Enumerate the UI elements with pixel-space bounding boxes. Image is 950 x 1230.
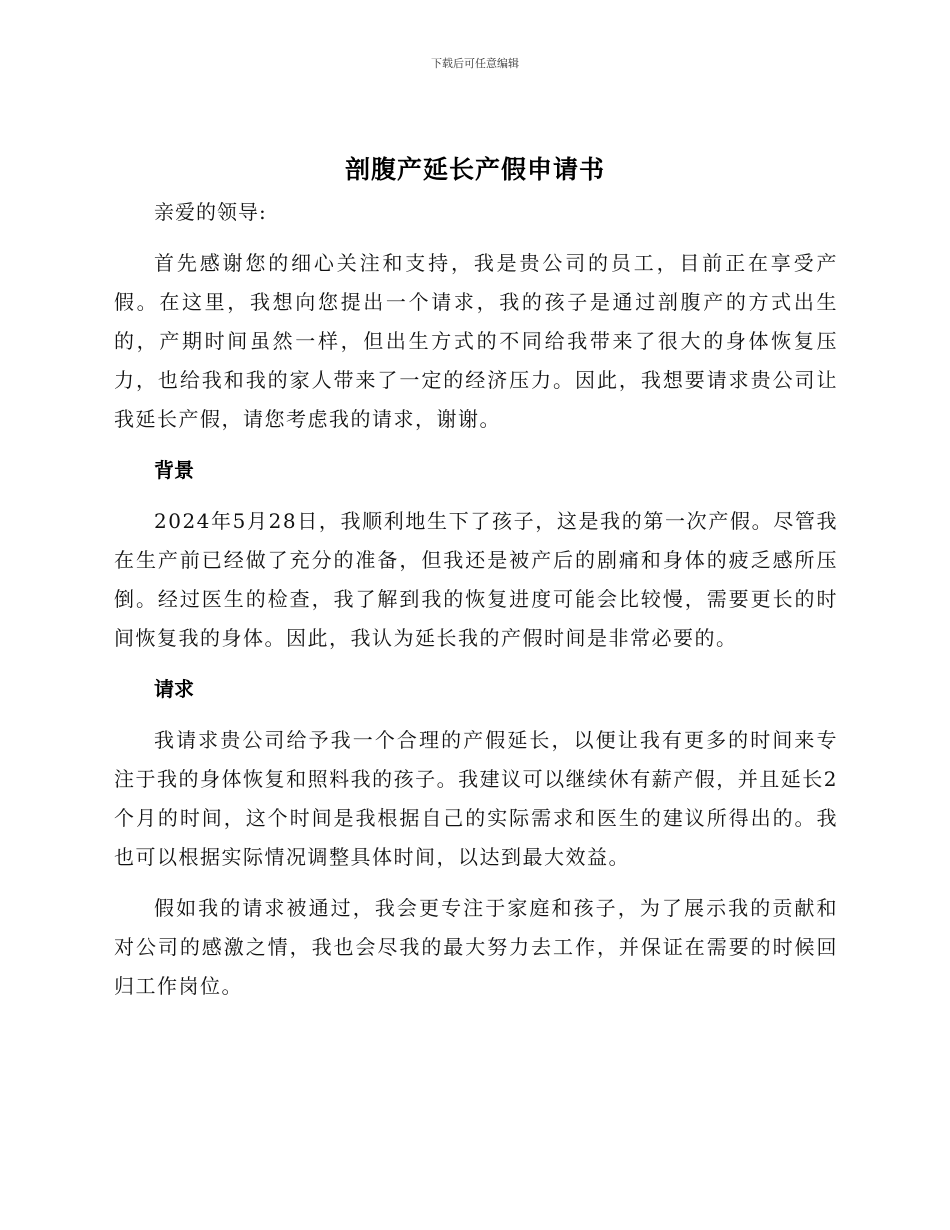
section-heading-request: 请求 bbox=[154, 677, 194, 701]
background-paragraph: 2024年5月28日，我顺利地生下了孩子，这是我的第一次产假。尽管我在生产前已经做了充分的准备，但我还是被产后的剧痛和身体的疲乏感所压倒。经过医生的检查，我了解到我的恢复进度可能会比较慢，需要更长的时间恢复我的身体。因此，我认为延长我的产假时间是非常必要的。 bbox=[114, 509, 838, 650]
document-title: 剖腹产延长产假申请书 bbox=[344, 155, 605, 184]
section-request bbox=[114, 670, 838, 1006]
intro-paragraph: 首先感谢您的细心关注和支持，我是贵公司的员工，目前正在享受产假。在这里，我想向您提出一个请求，我的孩子是通过剖腹产的方式出生的，产期时间虽然一样，但出生方式的不同给我带来了很大的身体恢复压力，也给我和我的家人带来了一定的经济压力。因此，我想要请求贵公司让我延长产假，请您考虑我的请求，谢谢。 bbox=[114, 251, 838, 431]
section-background bbox=[114, 451, 838, 658]
request-paragraph-1: 我请求贵公司给予我一个合理的产假延长，以便让我有更多的时间来专注于我的身体恢复和照料我的孩子。我建议可以继续休有薪产假，并且延长2个月的时间，这个时间是我根据自己的实际需求和医生的建议所得出的。我也可以根据实际情况调整具体时间，以达到最大效益。 bbox=[114, 728, 838, 869]
document-body bbox=[114, 193, 838, 1018]
section-heading-background: 背景 bbox=[154, 458, 194, 482]
request-paragraph-2: 假如我的请求被通过，我会更专注于家庭和孩子，为了展示我的贡献和对公司的感激之情，我也会尽我的最大努力去工作，并保证在需要的时候回归工作岗位。 bbox=[114, 896, 838, 998]
page-header-note: 下载后可任意编辑 bbox=[431, 57, 519, 70]
greeting: 亲爱的领导: bbox=[154, 200, 267, 224]
